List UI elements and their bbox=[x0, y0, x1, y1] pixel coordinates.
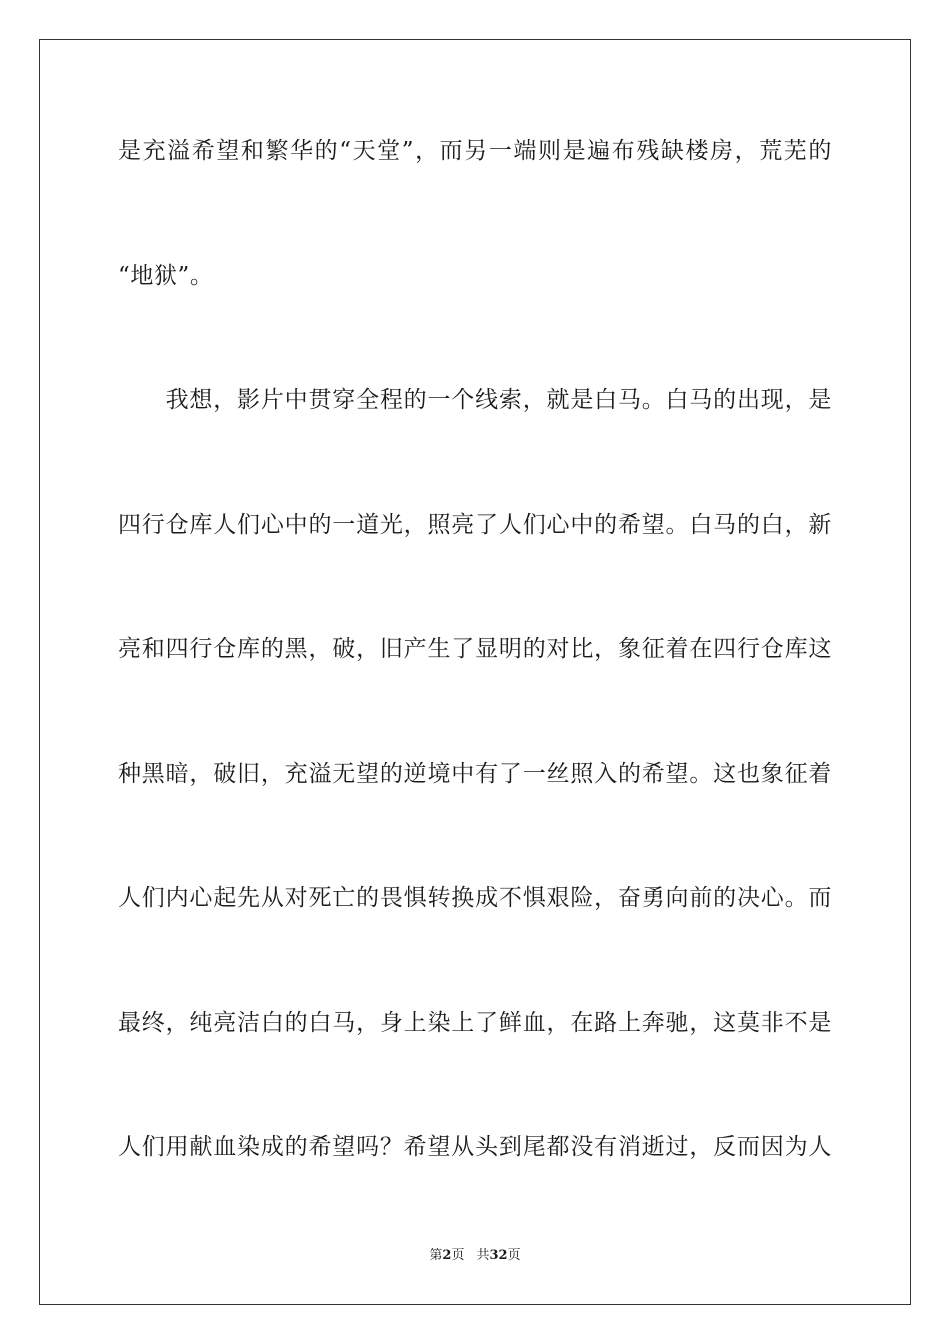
page-border bbox=[39, 39, 911, 1305]
text-line-9: 人们用献血染成的希望吗？希望从头到尾都没有消逝过，反而因为人 bbox=[118, 1134, 832, 1160]
text-line-6: 种黑暗，破旧，充溢无望的逆境中有了一丝照入的希望。这也象征着 bbox=[118, 761, 832, 787]
text-line-7: 人们内心起先从对死亡的畏惧转换成不惧艰险，奋勇向前的决心。而 bbox=[118, 885, 832, 911]
page-prefix: 第 bbox=[429, 1248, 443, 1263]
text-line-3: 我想，影片中贯穿全程的一个线索，就是白马。白马的出现，是 bbox=[118, 387, 832, 413]
page-number: 2 bbox=[442, 1248, 452, 1263]
page-footer bbox=[0, 1248, 950, 1264]
text-line-5: 亮和四行仓库的黑，破，旧产生了显明的对比，象征着在四行仓库这 bbox=[118, 636, 832, 662]
total-pages: 32 bbox=[489, 1248, 508, 1263]
text-line-8: 最终，纯亮洁白的白马，身上染上了鲜血，在路上奔驰，这莫非不是 bbox=[118, 1010, 832, 1036]
total-prefix: 共 bbox=[476, 1248, 490, 1263]
text-line-4: 四行仓库人们心中的一道光，照亮了人们心中的希望。白马的白，新 bbox=[118, 512, 832, 538]
total-suffix: 页 bbox=[507, 1248, 521, 1263]
text-line-1: 是充溢希望和繁华的“天堂”，而另一端则是遍布残缺楼房，荒芜的 bbox=[118, 138, 832, 164]
text-line-2: “地狱”。 bbox=[118, 263, 214, 289]
page-suffix: 页 bbox=[451, 1248, 465, 1263]
